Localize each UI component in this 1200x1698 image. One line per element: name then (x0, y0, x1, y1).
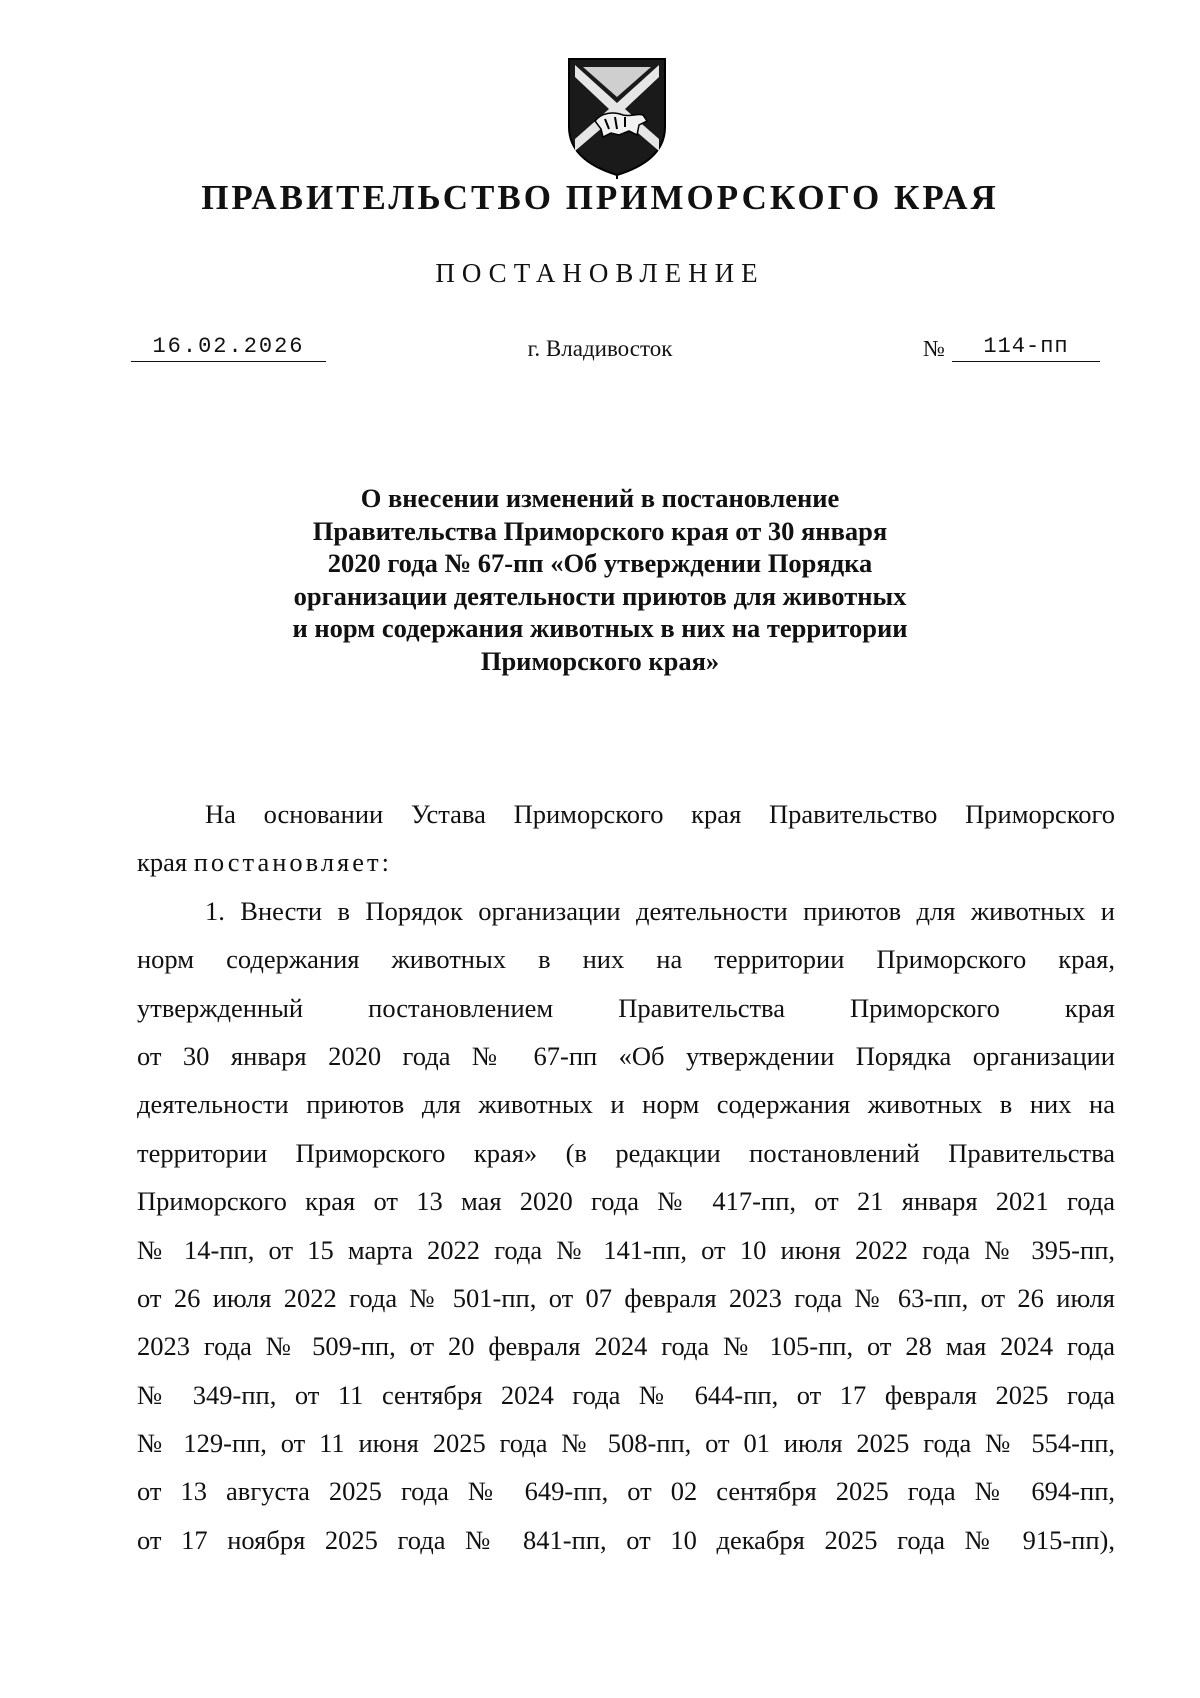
body-line: На основании Устава Приморского края Правительство Приморского (205, 799, 1115, 829)
body-text: края (137, 847, 194, 878)
document-type: ПОСТАНОВЛЕНИЕ (435, 258, 765, 288)
body-line: от 30 января 2020 года № 67-пп «Об утверждении Порядка организации (137, 1040, 1115, 1071)
government-title: ПРАВИТЕЛЬСТВО ПРИМОРСКОГО КРАЯ (201, 178, 999, 217)
document-meta (0, 334, 1200, 374)
body-line (137, 838, 1115, 886)
body-line: утвержденный постановлением Правительства Приморского края (137, 992, 1115, 1023)
document-city: г. Владивосток (527, 336, 673, 361)
body-line: № 129-пп, от 11 июня 2025 года № 508-пп, от 01 июля 2025 года № 554-пп, (137, 1428, 1115, 1459)
document-date: 16.02.2026 (131, 334, 326, 362)
body-line: Приморского края от 13 мая 2020 года № 417-пп, от 21 января 2021 года (137, 1186, 1115, 1217)
body-line: 2023 года № 509-пп, от 20 февраля 2024 года № 105-пп, от 28 мая 2024 года (137, 1331, 1115, 1362)
primorsky-krai-coat-of-arms-icon (565, 55, 669, 179)
subject-line: 2020 года № 67-пп «Об утверждении Порядка (327, 548, 873, 578)
subject-line: организации деятельности приютов для животных (293, 580, 907, 611)
body-line: 1. Внести в Порядок организации деятельности приютов для животных и (205, 895, 1115, 926)
body-line: норм содержания животных в них на территории Приморского края, (137, 944, 1115, 975)
body-line: от 17 ноября 2025 года № 841-пп, от 10 декабря 2025 года № 915-пп), (137, 1524, 1115, 1555)
body-line: деятельности приютов для животных и норм содержания животных в них на (137, 1089, 1115, 1120)
document-number-label: № (923, 336, 945, 361)
subject-line: Приморского края» (480, 645, 720, 676)
resolves-word: постановляет: (193, 847, 392, 878)
body-line: от 26 июля 2022 года № 501-пп, от 07 февраля 2023 года № 63-пп, от 26 июля (137, 1282, 1115, 1313)
body-line: № 14-пп, от 15 марта 2022 года № 141-пп, от 10 июня 2022 года № 395-пп, (137, 1234, 1115, 1265)
body-line: территории Приморского края» (в редакции постановлений Правительства (137, 1137, 1115, 1168)
body-line: от 13 августа 2025 года № 649-пп, от 02 сентября 2025 года № 694-пп, (137, 1476, 1115, 1507)
body-line: № 349-пп, от 11 сентября 2024 года № 644-пп, от 17 февраля 2025 года (137, 1379, 1115, 1410)
subject-line: и норм содержания животных в них на территории (292, 613, 908, 643)
document-subject (250, 482, 950, 677)
document-number: 114-пп (952, 334, 1100, 362)
subject-line: Правительства Приморского края от 30 января (312, 515, 888, 546)
subject-line: О внесении изменений в постановление (360, 483, 840, 513)
document-body (137, 790, 1115, 1564)
